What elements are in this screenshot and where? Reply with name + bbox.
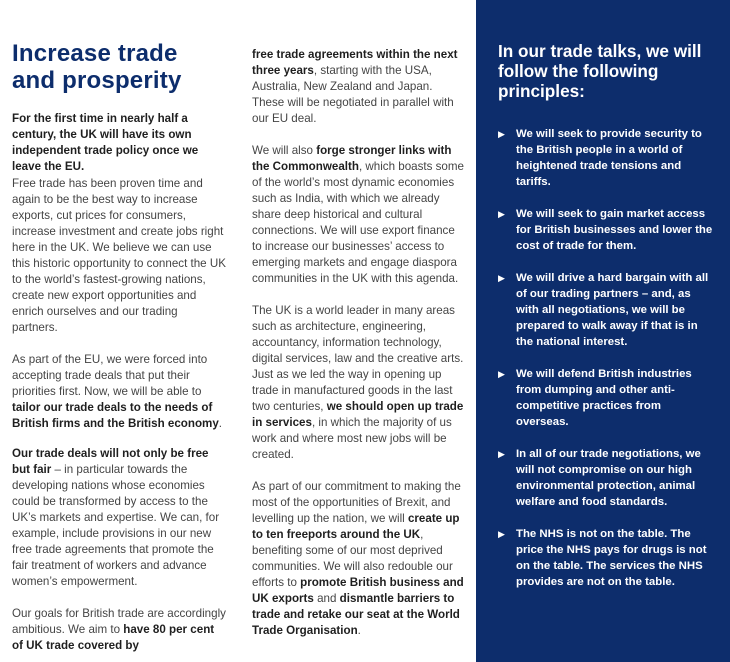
bullet-arrow-icon: ▶ [498, 273, 505, 283]
goals-emphasis: have 80 per cent of UK trade covered by [12, 623, 215, 652]
freeports-and: and [313, 592, 340, 605]
fair-trade-text: – in particular towards the developing nations whose economies could be transformed by access to the UK’s markets and expertise. We can, for example, include provisions in our new free trade agreements that promote the fair treatment of workers and advance women’s empowerment. [12, 463, 220, 588]
tailor-deals-emphasis: tailor our trade deals to the needs of British firms and the British economy [12, 401, 219, 430]
eu-trade-paragraph [12, 352, 226, 432]
commonwealth-lead: We will also [252, 144, 317, 157]
principle-item [498, 270, 714, 350]
principle-text: We will seek to provide security to the British people in a world of heightened trade tensions and tariffs. [516, 128, 702, 188]
goals-paragraph [12, 606, 226, 654]
principle-text: We will drive a hard bargain with all of our trading partners – and, as with all negotiations, we will be prepared to walk away if that is in the national interest. [516, 272, 709, 348]
eu-trade-text: As part of the EU, we were forced into accepting trade deals that put their priorities first. Now, we will be able to [12, 353, 208, 398]
principle-item [498, 126, 714, 190]
principle-text: In all of our trade negotiations, we will not compromise on our high environmental protection, animal welfare and food standards. [516, 448, 701, 508]
sidebar-title: In our trade talks, we will follow the following principles: [498, 41, 702, 101]
bullet-arrow-icon: ▶ [498, 129, 505, 139]
principle-item [498, 446, 714, 510]
fair-trade-emphasis: Our trade deals will not only be free but fair [12, 447, 209, 476]
bullet-arrow-icon: ▶ [498, 529, 505, 539]
services-end: , in which the majority of us work and where most new jobs will be created. [252, 416, 452, 461]
commonwealth-paragraph [252, 143, 466, 287]
goals-text: Our goals for British trade are accordingly ambitious. We aim to [12, 607, 226, 636]
principle-item [498, 366, 714, 430]
bullet-arrow-icon: ▶ [498, 369, 505, 379]
freeports-text: , benefiting some of our most deprived communities. We will also redouble our efforts to [252, 528, 453, 589]
freeports-emphasis: create up to ten freeports around the UK [252, 512, 460, 541]
wto-emphasis: dismantle barriers to trade and retake our seat at the World Trade Organisation [252, 592, 460, 637]
eu-trade-end: . [218, 417, 223, 430]
bullet-arrow-icon: ▶ [498, 209, 505, 219]
bullet-arrow-icon: ▶ [498, 449, 505, 459]
principle-text: The NHS is not on the table. The price the NHS pays for drugs is not on the table. The services the NHS provides are not on the table. [516, 528, 707, 588]
principle-item [498, 206, 714, 254]
principle-text: We will defend British industries from dumping and other anti-competitive practices from overseas. [516, 368, 692, 428]
principle-item [498, 526, 714, 590]
services-paragraph [252, 303, 466, 463]
services-emphasis: we should open up trade in services [252, 400, 464, 429]
fair-trade-paragraph [12, 446, 226, 590]
principles-sidebar [476, 0, 730, 662]
freeports-paragraph [252, 479, 466, 639]
commonwealth-emphasis: forge stronger links with the Commonwealth [252, 144, 452, 173]
fta-emphasis: free trade agreements within the next three years [252, 48, 458, 77]
commonwealth-text: , which boasts some of the world’s most dynamic economies such as India, with which we already share deep historical and cultural connections. We will use export finance to increase our businesses’ access to emerging markets and engage diaspora communities in the UK with this agenda. [252, 160, 464, 285]
page-title: Increase trade and prosperity [12, 40, 182, 94]
fta-text: , starting with the USA, Australia, New Zealand and Japan. These will be negotiated in parallel with our EU deal. [252, 64, 454, 125]
free-trade-paragraph: Free trade has been proven time and again to be the best way to increase exports, cut prices for consumers, increase investment and create jobs right here in the UK. We believe we can use this historic opportunity to connect the UK to the world’s fastest-growing nations, create new export opportunities and enrich ourselves and our trading partners. [12, 177, 226, 334]
principle-text: We will seek to gain market access for British businesses and lower the cost of trade for them. [516, 208, 713, 252]
intro-paragraph: For the first time in nearly half a century, the UK will have its own independent trade policy once we leave the EU. [12, 112, 199, 173]
promote-business-emphasis: promote British business and UK exports [252, 576, 464, 605]
services-text: The UK is a world leader in many areas such as architecture, engineering, accountancy, information technology, digital services, law and the creative arts. Just as we led the way in opening up trade in manufactured goods in the last two centuries, [252, 304, 464, 413]
freeports-end: . [357, 624, 361, 637]
fta-paragraph [252, 47, 466, 127]
freeports-lead: As part of our commitment to making the most of the opportunities of Brexit, and levelling up the nation, we will [252, 480, 461, 525]
